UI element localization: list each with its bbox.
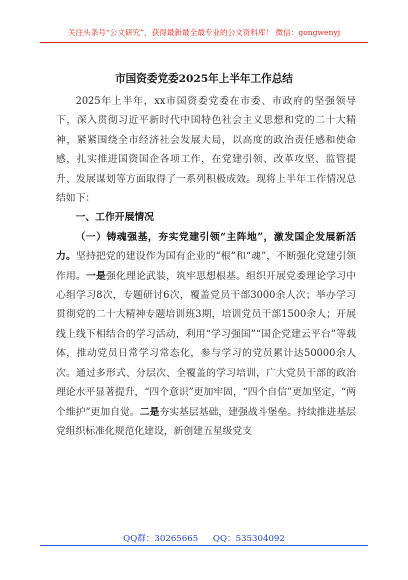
- subsection-paragraph: [56, 228, 356, 441]
- section-heading: 一、工作开展情况: [75, 212, 154, 224]
- document-body: [56, 92, 356, 441]
- intro-paragraph: 2025年上半年，xx市国资委党委在市委、市政府的坚强领导下，深入贯彻习近平新时代中国特色社会主义思想和党的二十大精神，紧紧围绕全市经济社会发展大局，以高度的政治责任感和使命感，扎实推进国资国企各项工作，在党建引领、改革攻坚、监管提升、发展谋划等方面取得了一系列积极成效。现将上半年工作情况总结如下：: [56, 96, 356, 205]
- footer-divider: [40, 545, 368, 546]
- document-title: 市国资委党委2025年上半年工作总结: [115, 73, 293, 85]
- point-one-text: 强化理论武装，筑牢思想根基。组织开展党委理论学习中心组学习8次，专题研讨6次，覆盖党员干部3000余人次；举办学习贯彻党的二十大精神专题培训班3期，培训党员干部1500余人；开展线上线下相结合的学习活动，利用“学习强国”“国企党建云平台”等载体，推动党员日常学习常态化，参与学习的党员累计达50000余人次。通过多形式、分层次、全覆盖的学习培训，广大党员干部的政治理论水平显著提升，“四个意识”更加牢固，“四个自信”更加坚定，“两个维护”更加自觉。: [56, 270, 357, 418]
- header-banner: 关注头条号“公文研究”，获得最新最全最专业的公文资料库！ 微信：gongwenyj: [67, 28, 341, 37]
- footer-qq: QQ：535304092: [212, 534, 285, 544]
- header-divider: [40, 42, 368, 43]
- point-two-label: 二是: [139, 406, 160, 418]
- subsection-text: 坚持把党的建设作为国有企业的“根”和“魂”，不断强化党建引领作用。: [56, 251, 356, 282]
- point-two-text: 夯实基层基础，建强战斗堡垒。持续推进基层党组织标准化规范化建设，新创建五星级党支: [56, 406, 357, 437]
- point-one-label: 一是: [86, 270, 107, 282]
- footer-qq-group: QQ群：30265665: [123, 534, 199, 544]
- footer-contact: [40, 534, 368, 545]
- subsection-heading: （一）铸魂强基，夯实党建引领“主阵地”，激发国企发展新活力。: [56, 231, 356, 263]
